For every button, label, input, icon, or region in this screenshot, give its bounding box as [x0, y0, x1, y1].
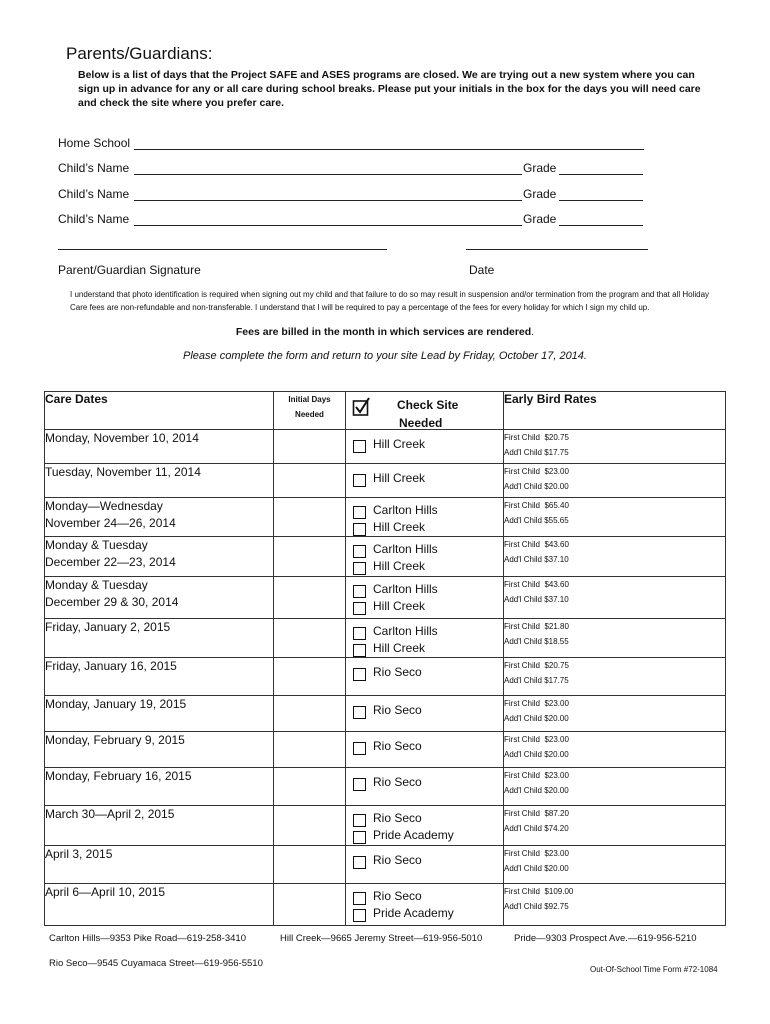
table-row: [45, 577, 726, 619]
date-label: Date: [469, 263, 495, 277]
site-label: Carlton Hills: [373, 624, 438, 638]
care-date-line-1: April 6—April 10, 2015: [45, 885, 166, 899]
care-date-line-1: Monday—Wednesday: [45, 499, 163, 513]
site-option[interactable]: [346, 623, 503, 640]
checked-box-icon: [352, 397, 372, 417]
first-child-rate: First Child $87.20: [504, 809, 569, 818]
site-label: Rio Seco: [373, 889, 422, 903]
table-row: [45, 846, 726, 884]
site-option[interactable]: [346, 502, 503, 519]
child-name-label-3: Child’s Name: [58, 212, 130, 226]
site-option[interactable]: [346, 702, 503, 719]
header-early-bird-rates: Early Bird Rates: [504, 392, 726, 430]
checkbox-icon[interactable]: [353, 909, 366, 922]
checkbox-icon[interactable]: [353, 644, 366, 657]
site-option[interactable]: [346, 598, 503, 615]
additional-child-rate: Add'l Child $17.75: [504, 448, 569, 457]
initials-input[interactable]: [274, 884, 346, 926]
site-label: Rio Seco: [373, 665, 422, 679]
site-option[interactable]: [346, 541, 503, 558]
first-child-rate: First Child $23.00: [504, 771, 569, 780]
checkbox-icon[interactable]: [353, 602, 366, 615]
additional-child-rate: Add'l Child $17.75: [504, 676, 569, 685]
site-label: Hill Creek: [373, 641, 426, 655]
home-school-field[interactable]: [134, 149, 644, 150]
care-date: [45, 846, 274, 884]
first-child-rate: First Child $109.00: [504, 887, 574, 896]
additional-child-rate: Add'l Child $74.20: [504, 824, 569, 833]
additional-child-rate: Add'l Child $20.00: [504, 864, 569, 873]
table-row: [45, 464, 726, 498]
care-date-line-1: Friday, January 16, 2015: [45, 659, 177, 673]
checkbox-icon[interactable]: [353, 627, 366, 640]
rates-cell: [504, 884, 726, 926]
checkbox-icon[interactable]: [353, 706, 366, 719]
rates-cell: [504, 696, 726, 732]
rates-cell: [504, 732, 726, 768]
care-date-line-2: December 29 & 30, 2014: [45, 595, 179, 609]
care-date: [45, 498, 274, 537]
additional-child-rate: Add'l Child $20.00: [504, 482, 569, 491]
site-options: [346, 464, 504, 498]
footer-pride: Pride—9303 Prospect Ave.—619-956-5210: [514, 933, 697, 944]
signature-label: Parent/Guardian Signature: [58, 263, 201, 277]
initials-input[interactable]: [274, 577, 346, 619]
site-option[interactable]: [346, 640, 503, 657]
care-date-line-1: Monday & Tuesday: [45, 538, 148, 552]
rates-cell: [504, 768, 726, 806]
footer-hill-creek: Hill Creek—9665 Jeremy Street—619-956-5010: [280, 933, 483, 944]
checkbox-icon[interactable]: [353, 440, 366, 453]
care-dates-table: [44, 391, 726, 926]
care-date: [45, 732, 274, 768]
signature-field[interactable]: [58, 249, 387, 250]
site-option[interactable]: [346, 738, 503, 755]
initials-input[interactable]: [274, 732, 346, 768]
care-date-line-1: Tuesday, November 11, 2014: [45, 465, 201, 479]
first-child-rate: First Child $20.75: [504, 661, 569, 670]
site-option[interactable]: [346, 519, 503, 536]
checkbox-icon[interactable]: [353, 506, 366, 519]
table-row: [45, 696, 726, 732]
checkbox-icon[interactable]: [353, 778, 366, 791]
site-options: [346, 884, 504, 926]
footer-rio-seco: Rio Seco—9545 Cuyamaca Street—619-956-5510: [49, 958, 263, 969]
first-child-rate: First Child $43.60: [504, 540, 569, 549]
site-label: Hill Creek: [373, 471, 426, 485]
checkbox-icon[interactable]: [353, 523, 366, 536]
checkbox-icon[interactable]: [353, 892, 366, 905]
checkbox-icon[interactable]: [353, 831, 366, 844]
rates-cell: [504, 464, 726, 498]
additional-child-rate: Add'l Child $37.10: [504, 595, 569, 604]
form-id: Out-Of-School Time Form #72-1084: [590, 965, 718, 974]
rates-cell: [504, 846, 726, 884]
site-options: [346, 430, 504, 464]
site-options: [346, 658, 504, 696]
care-date: [45, 884, 274, 926]
additional-child-rate: Add'l Child $92.75: [504, 902, 569, 911]
first-child-rate: First Child $20.75: [504, 433, 569, 442]
site-label: Rio Seco: [373, 739, 422, 753]
site-label: Hill Creek: [373, 559, 426, 573]
first-child-rate: First Child $23.00: [504, 849, 569, 858]
additional-child-rate: Add'l Child $55.65: [504, 516, 569, 525]
rates-cell: [504, 537, 726, 577]
date-field[interactable]: [466, 249, 648, 250]
initials-input[interactable]: [274, 806, 346, 846]
care-date-line-1: Monday, November 10, 2014: [45, 431, 199, 445]
home-school-label: Home School: [58, 136, 131, 150]
table-row: [45, 732, 726, 768]
header-check-site: Check Site Needed: [346, 392, 504, 430]
initials-input[interactable]: [274, 430, 346, 464]
site-label: Carlton Hills: [373, 503, 438, 517]
care-date-line-1: April 3, 2015: [45, 847, 113, 861]
care-date: [45, 696, 274, 732]
checkbox-icon[interactable]: [353, 814, 366, 827]
initials-input[interactable]: [274, 464, 346, 498]
child-name-field-1[interactable]: [134, 174, 522, 175]
checkbox-icon[interactable]: [353, 585, 366, 598]
table-row: [45, 430, 726, 464]
table-row: [45, 498, 726, 537]
grade-label-2: Grade: [523, 187, 557, 201]
site-option[interactable]: [346, 436, 503, 453]
care-date-line-2: November 24—26, 2014: [45, 516, 176, 530]
site-option[interactable]: [346, 852, 503, 869]
site-label: Pride Academy: [373, 828, 454, 842]
grade-field-2[interactable]: [559, 200, 643, 201]
care-date-line-1: Monday, February 16, 2015: [45, 769, 192, 783]
checkbox-icon[interactable]: [353, 474, 366, 487]
site-label: Hill Creek: [373, 520, 426, 534]
site-option[interactable]: [346, 810, 503, 827]
site-options: [346, 498, 504, 537]
site-options: [346, 577, 504, 619]
site-option[interactable]: [346, 905, 503, 922]
additional-child-rate: Add'l Child $20.00: [504, 786, 569, 795]
care-date-line-1: Monday, February 9, 2015: [45, 733, 185, 747]
table-row: [45, 768, 726, 806]
care-date-line-1: Monday, January 19, 2015: [45, 697, 187, 711]
site-label: Carlton Hills: [373, 542, 438, 556]
checkbox-icon[interactable]: [353, 856, 366, 869]
care-date: [45, 619, 274, 658]
care-date: [45, 806, 274, 846]
initials-input[interactable]: [274, 768, 346, 806]
care-date-line-2: December 22—23, 2014: [45, 555, 176, 569]
checkbox-icon[interactable]: [353, 562, 366, 575]
checkbox-icon[interactable]: [353, 668, 366, 681]
table-row: [45, 619, 726, 658]
site-label: Rio Seco: [373, 775, 422, 789]
site-options: [346, 732, 504, 768]
rates-cell: [504, 498, 726, 537]
initials-input[interactable]: [274, 846, 346, 884]
rates-cell: [504, 577, 726, 619]
care-date: [45, 537, 274, 577]
site-label: Pride Academy: [373, 906, 454, 920]
table-row: [45, 884, 726, 926]
additional-child-rate: Add'l Child $18.55: [504, 637, 569, 646]
care-date: [45, 464, 274, 498]
site-label: Hill Creek: [373, 599, 426, 613]
checkbox-icon[interactable]: [353, 545, 366, 558]
child-name-field-2[interactable]: [134, 200, 522, 201]
rates-cell: [504, 806, 726, 846]
grade-field-3[interactable]: [559, 225, 643, 226]
care-date-line-1: March 30—April 2, 2015: [45, 807, 175, 821]
site-label: Rio Seco: [373, 853, 422, 867]
site-option[interactable]: [346, 470, 503, 487]
table-row: [45, 658, 726, 696]
initials-input[interactable]: [274, 658, 346, 696]
first-child-rate: First Child $23.00: [504, 735, 569, 744]
site-options: [346, 846, 504, 884]
care-date-line-1: Monday & Tuesday: [45, 578, 148, 592]
site-options: [346, 696, 504, 732]
site-option[interactable]: [346, 774, 503, 791]
first-child-rate: First Child $23.00: [504, 699, 569, 708]
site-option[interactable]: [346, 581, 503, 598]
child-name-label-2: Child’s Name: [58, 187, 130, 201]
first-child-rate: First Child $65.40: [504, 501, 569, 510]
care-date: [45, 768, 274, 806]
initials-input[interactable]: [274, 537, 346, 577]
care-date: [45, 430, 274, 464]
site-option[interactable]: [346, 888, 503, 905]
child-name-field-3[interactable]: [134, 225, 522, 226]
child-name-label-1: Child’s Name: [58, 161, 130, 175]
care-date: [45, 577, 274, 619]
rates-cell: [504, 430, 726, 464]
initials-input[interactable]: [274, 696, 346, 732]
initials-input[interactable]: [274, 619, 346, 658]
care-date-line-1: Friday, January 2, 2015: [45, 620, 171, 634]
site-options: [346, 768, 504, 806]
header-initial-days: Initial Days Needed: [274, 392, 346, 430]
table-row: [45, 806, 726, 846]
table-row: [45, 537, 726, 577]
checkbox-icon[interactable]: [353, 742, 366, 755]
site-option[interactable]: [346, 664, 503, 681]
site-label: Rio Seco: [373, 811, 422, 825]
site-options: [346, 806, 504, 846]
page-title: Parents/Guardians:: [66, 44, 213, 63]
site-option[interactable]: [346, 558, 503, 575]
fees-note: Fees are billed in the month in which services are rendered.: [235, 326, 535, 338]
rates-cell: [504, 658, 726, 696]
initials-input[interactable]: [274, 498, 346, 537]
additional-child-rate: Add'l Child $37.10: [504, 555, 569, 564]
intro-text: Below is a list of days that the Project SAFE and ASES programs are closed. We are trying out a new system where you can sign up in advance for any or all care during school breaks. Please put your initials in the box for the days you will need care and check the site where you prefer care.: [78, 69, 701, 109]
site-label: Rio Seco: [373, 703, 422, 717]
site-option[interactable]: [346, 827, 503, 844]
grade-label-3: Grade: [523, 212, 557, 226]
grade-field-1[interactable]: [559, 174, 643, 175]
site-options: [346, 619, 504, 658]
site-options: [346, 537, 504, 577]
rates-cell: [504, 619, 726, 658]
header-care-dates: Care Dates: [45, 392, 274, 430]
additional-child-rate: Add'l Child $20.00: [504, 714, 569, 723]
grade-label-1: Grade: [523, 161, 557, 175]
first-child-rate: First Child $43.60: [504, 580, 569, 589]
notice-text: I understand that photo identification is required when signing out my child and that failure to do so may result in suspension and/or termination from the program and that all Holiday Care fees are non-refundable and non-transferable. I understand that I will be required to pay a percentage of the fees for every holiday for which I sign my child up.: [70, 290, 710, 312]
additional-child-rate: Add'l Child $20.00: [504, 750, 569, 759]
site-label: Carlton Hills: [373, 582, 438, 596]
first-child-rate: First Child $21.80: [504, 622, 569, 631]
first-child-rate: First Child $23.00: [504, 467, 569, 476]
care-date: [45, 658, 274, 696]
footer-carlton-hills: Carlton Hills—9353 Pike Road—619-258-3410: [49, 933, 246, 944]
site-label: Hill Creek: [373, 437, 426, 451]
return-note: Please complete the form and return to your site Lead by Friday, October 17, 2014.: [183, 350, 587, 362]
